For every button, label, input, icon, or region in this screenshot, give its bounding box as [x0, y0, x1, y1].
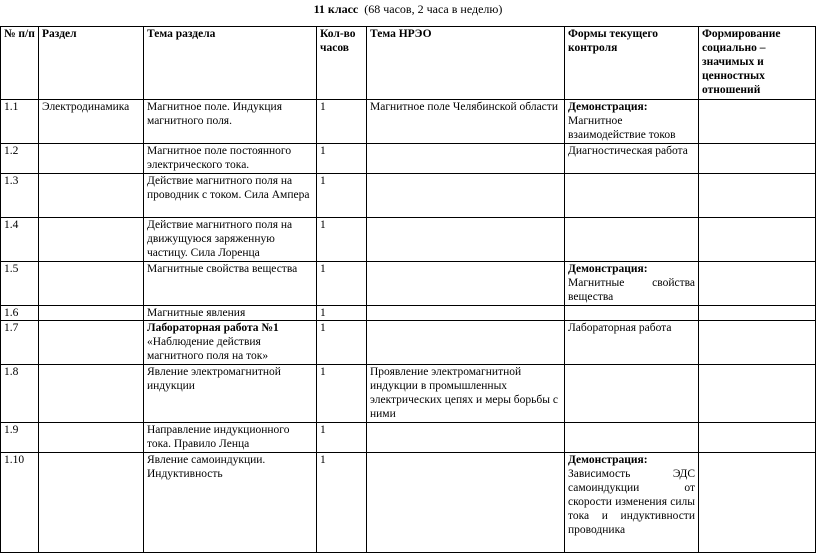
control-label: Демонстрация: [568, 101, 648, 113]
table-row [1, 262, 816, 306]
cell-hours: 1 [317, 174, 367, 218]
cell-hours: 1 [317, 365, 367, 423]
cell-control [565, 306, 699, 321]
table-row [1, 365, 816, 423]
cell-control [565, 218, 699, 262]
cell-control [565, 174, 699, 218]
cell-num: 1.1 [1, 100, 39, 144]
cell-topic: Магнитные явления [144, 306, 317, 321]
cell-values [699, 453, 816, 553]
cell-values [699, 100, 816, 144]
cell-nreo [367, 453, 565, 553]
control-label: Демонстрация: [568, 454, 648, 466]
cell-hours: 1 [317, 218, 367, 262]
cell-control [565, 262, 699, 306]
cell-control [565, 423, 699, 453]
cell-nreo [367, 218, 565, 262]
cell-topic [144, 321, 317, 365]
cell-section [39, 365, 144, 423]
table-row [1, 144, 816, 174]
cell-topic: Явление электромагнитной индукции [144, 365, 317, 423]
cell-nreo [367, 262, 565, 306]
cell-nreo [367, 306, 565, 321]
control-text: Зависимость ЭДС самоиндукции от скорости изменения силы тока и индуктивности проводника [568, 468, 695, 536]
cell-hours: 1 [317, 453, 367, 553]
cell-values [699, 218, 816, 262]
cell-num: 1.3 [1, 174, 39, 218]
cell-hours: 1 [317, 100, 367, 144]
header-topic: Тема раздела [144, 27, 317, 100]
cell-values [699, 321, 816, 365]
control-text: Магнитное взаимодействие токов [568, 115, 676, 141]
cell-section [39, 453, 144, 553]
cell-values [699, 365, 816, 423]
cell-values [699, 262, 816, 306]
cell-num: 1.6 [1, 306, 39, 321]
lab-work-description: «Наблюдение действия магнитного поля на ток» [147, 336, 269, 362]
cell-nreo [367, 423, 565, 453]
table-header-row [1, 27, 816, 100]
cell-topic: Магнитное поле постоянного электрического тока. [144, 144, 317, 174]
control-text: Диагностическая работа [568, 145, 688, 157]
table-row [1, 453, 816, 553]
cell-values [699, 306, 816, 321]
cell-control [565, 453, 699, 553]
cell-nreo [367, 144, 565, 174]
control-text: Магнитные свойства вещества [568, 277, 695, 303]
cell-section: Электродинамика [39, 100, 144, 144]
cell-hours: 1 [317, 423, 367, 453]
cell-num: 1.4 [1, 218, 39, 262]
table-row [1, 306, 816, 321]
cell-num: 1.8 [1, 365, 39, 423]
cell-section [39, 423, 144, 453]
title-sub: (68 часов, 2 часа в неделю) [364, 2, 503, 16]
cell-topic: Магнитные свойства вещества [144, 262, 317, 306]
cell-num: 1.2 [1, 144, 39, 174]
cell-hours: 1 [317, 262, 367, 306]
header-values: Формирование социально – значимых и ценностных отношений [699, 27, 816, 100]
cell-topic: Действие магнитного поля на проводник с током. Сила Ампера [144, 174, 317, 218]
cell-nreo: Магнитное поле Челябинской области [367, 100, 565, 144]
cell-topic: Явление самоиндукции. Индуктивность [144, 453, 317, 553]
table-row [1, 423, 816, 453]
cell-nreo: Проявление электромагнитной индукции в промышленных электрических цепях и меры борьбы с ними [367, 365, 565, 423]
cell-num: 1.5 [1, 262, 39, 306]
cell-hours: 1 [317, 144, 367, 174]
cell-nreo [367, 321, 565, 365]
control-label: Демонстрация: [568, 263, 648, 275]
header-control: Формы текущего контроля [565, 27, 699, 100]
cell-topic: Магнитное поле. Индукция магнитного поля. [144, 100, 317, 144]
header-section: Раздел [39, 27, 144, 100]
header-nreo: Тема НРЭО [367, 27, 565, 100]
control-text: Лабораторная работа [568, 322, 672, 334]
cell-values [699, 174, 816, 218]
table-row [1, 174, 816, 218]
cell-section [39, 144, 144, 174]
cell-topic: Направление индукционного тока. Правило Ленца [144, 423, 317, 453]
cell-values [699, 423, 816, 453]
cell-topic: Действие магнитного поля на движущуюся заряженную частицу. Сила Лоренца [144, 218, 317, 262]
cell-num: 1.7 [1, 321, 39, 365]
cell-section [39, 174, 144, 218]
cell-values [699, 144, 816, 174]
cell-control [565, 100, 699, 144]
cell-num: 1.10 [1, 453, 39, 553]
table-row [1, 218, 816, 262]
cell-section [39, 306, 144, 321]
header-hours: Кол-во часов [317, 27, 367, 100]
lab-work-title: Лабораторная работа №1 [147, 322, 279, 334]
cell-section [39, 321, 144, 365]
cell-control [565, 144, 699, 174]
cell-control [565, 365, 699, 423]
curriculum-table [0, 26, 816, 553]
cell-nreo [367, 174, 565, 218]
cell-hours: 1 [317, 306, 367, 321]
cell-section [39, 218, 144, 262]
document-title [0, 2, 816, 16]
cell-section [39, 262, 144, 306]
cell-control [565, 321, 699, 365]
table-row [1, 100, 816, 144]
header-num: № п/п [1, 27, 39, 100]
cell-hours: 1 [317, 321, 367, 365]
cell-num: 1.9 [1, 423, 39, 453]
title-main: 11 класс [313, 2, 359, 16]
table-row [1, 321, 816, 365]
